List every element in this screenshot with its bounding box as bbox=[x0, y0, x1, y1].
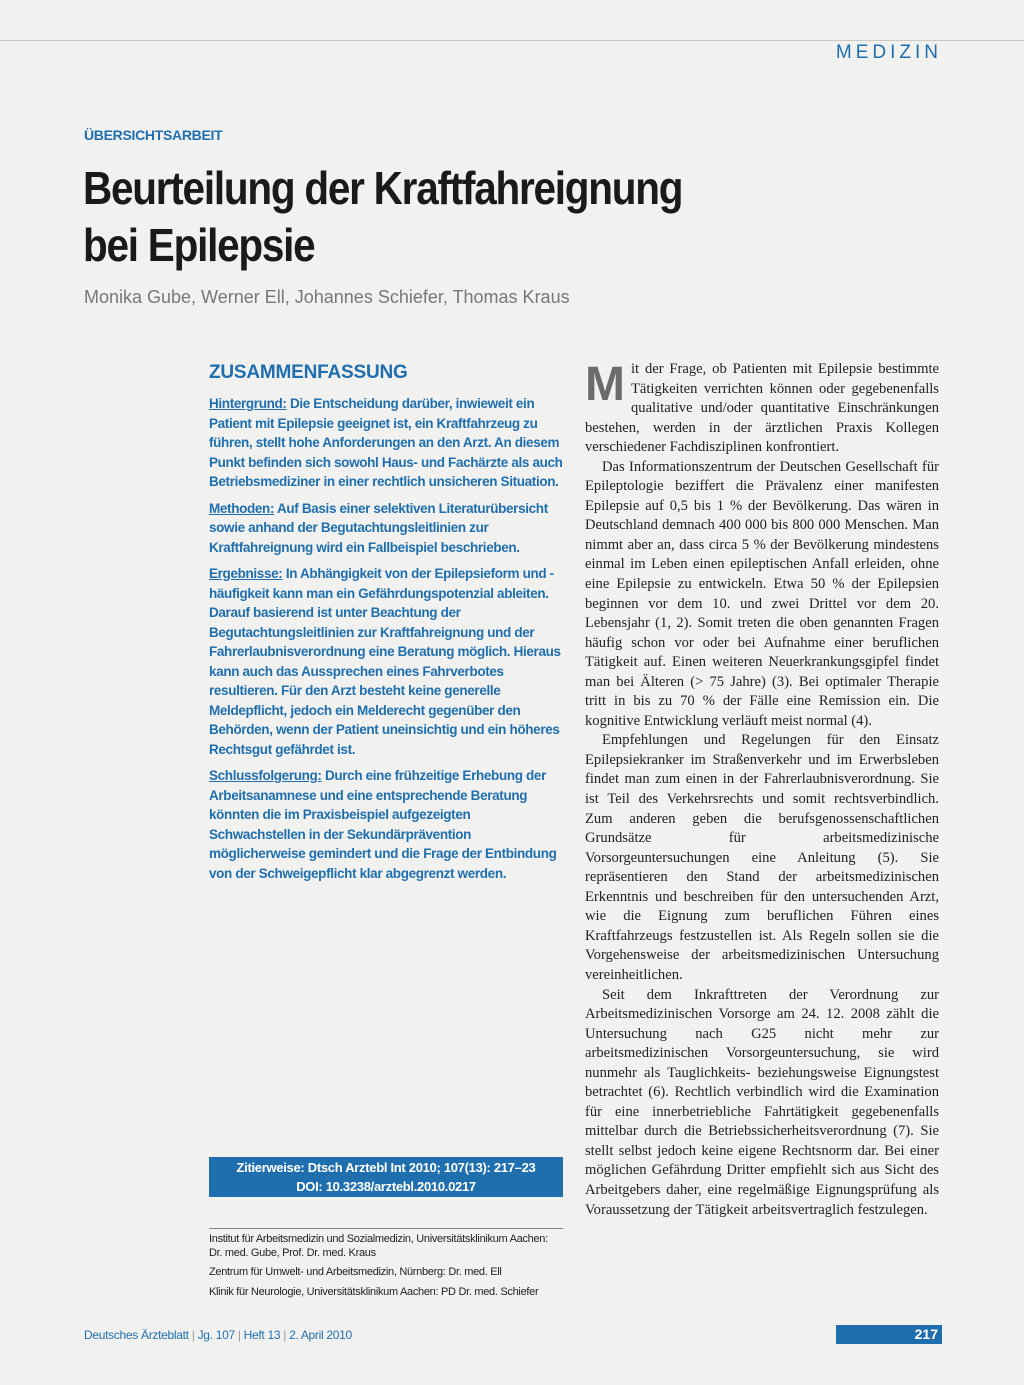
body-paragraph: Empfehlungen und Regelungen für den Einsatz Epilepsiekranker im Straßenverkehr und im Erwerbsleben findet man zum einen in der Fahrerlaubnisverordnung. Sie ist Teil des Verkehrsrechts und somit rechtsverbindlich. Zum anderen geben die berufsgenossenschaftlichen Grundsätze für arbeitsmedizinische Vorsorgeuntersuchungen eine Anleitung (5). Sie repräsentieren den Stand der arbeitsmedizinischen Erkenntnis und beschreiben für den untersuchenden Arzt, wie die Eignung zum beruflichen Führen eines Kraftfahrzeugs festzustellen ist. Als Regeln sollen sie die Vorgehensweise der arbeitsmedizinischen Untersuchung vereinheitlichen. bbox=[585, 732, 939, 983]
drop-cap: M bbox=[585, 358, 625, 411]
journal-date: 2. April 2010 bbox=[289, 1328, 352, 1342]
citation-reference: Zitierweise: Dtsch Arztebl Int 2010; 107(13): 217–23 bbox=[236, 1160, 536, 1175]
journal-name: Deutsches Ärzteblatt bbox=[84, 1328, 189, 1342]
abstract-text: Durch eine frühzeitige Erhebung der Arbeitsanamnese und eine entsprechende Beratung könnten die im Praxisbeispiel aufgezeigten Schwachstellen in der Sekundärprävention möglicherweise gemindert und die Frage der Entbindung von der Schweigepflicht klar abgegrenzt werden. bbox=[209, 768, 557, 881]
page-number: 217 bbox=[914, 1326, 938, 1342]
abstract-label: Hintergrund: bbox=[209, 396, 287, 411]
abstract-text: In Abhängigkeit von der Epilepsieform und -häufigkeit kann man ein Gefährdungspotenzial ableiten. Darauf basierend ist unter Beachtung der Begutachtungsleitlinien zur Kraftfahreignung und der Fahrerlaubnisverordnung eine Beratung möglich. Hieraus kann auch das Aussprechen eines Fahrverbotes resultieren. Für den Arzt besteht keine generelle Meldepflicht, jedoch ein Melderecht gegenüber den Behörden, wenn der Patient uneinsichtig und ein höheres Rechtsgut gefährdet ist. bbox=[209, 566, 561, 757]
journal-footer: Deutsches Ärzteblatt | Jg. 107 | Heft 13 | 2. April 2010 bbox=[84, 1328, 352, 1342]
citation-box bbox=[209, 1157, 563, 1197]
title-line-1: Beurteilung der Kraftfahreignung bbox=[83, 162, 683, 214]
affiliations bbox=[209, 1228, 563, 1305]
abstract-results bbox=[209, 564, 565, 759]
abstract-text: Auf Basis einer selektiven Literaturübersicht sowie anhand der Begutachtungsleitlinien zur Kraftfahreignung wird ein Fallbeispiel beschrieben. bbox=[209, 500, 548, 555]
body-paragraph: Mit der Frage, ob Patienten mit Epilepsie bestimmte Tätigkeiten verrichten können oder gegebenenfalls qualitative und/oder quantitative Einschränkungen bestehen, werden in der ärztlichen Praxis Kollegen verschiedener Fachdisziplinen konfrontiert. bbox=[585, 358, 939, 456]
title-line-2: bei Epilepsie bbox=[83, 219, 315, 271]
abstract-conclusion bbox=[209, 766, 565, 883]
section-label: MEDIZIN bbox=[835, 42, 942, 63]
affiliation-item: Zentrum für Umwelt- und Arbeitsmedizin, Nürnberg: Dr. med. Ell bbox=[209, 1266, 502, 1278]
abstract-methods bbox=[209, 499, 565, 558]
body-paragraph: Das Informationszentrum der Deutschen Gesellschaft für Epileptologie beziffert die Prävalenz einer manifesten Epilepsie auf 0,5 bis 1 % der Bevölkerung. Das wären in Deutschland demnach 400 000 bis 800 000 Menschen. Man nimmt aber an, dass circa 5 % der Bevölkerung mindestens einmal im Leben einen epileptischen Anfall erleiden, ohne eine Epilepsie zu entwickeln. Etwa 50 % der Epilepsien beginnen vor dem 10. und zwei Drittel vor dem 20. Lebensjahr (1, 2). Somit treten die oben genannten Fragen häufig schon vor oder bei Aufnahme einer beruflichen Tätigkeit auf. Einen weiteren Neuerkrankungsgipfel findet man bei Älteren (> 75 Jahre) (3). Bei optimaler Therapie tritt in bis zu 70 % der Fälle eine Remission ein. Die kognitive Entwicklung verläuft meist normal (4). bbox=[585, 458, 939, 729]
abstract-text: Die Entscheidung darüber, inwieweit ein Patient mit Epilepsie geeignet ist, ein Kraftfahrzeug zu führen, stellt hohe Anforderungen an den Arzt. An diesem Punkt befinden sich sowohl Haus- und Fachärzte als auch Betriebsmediziner in einer rechtlich unsicheren Situation. bbox=[209, 396, 563, 489]
body-paragraph: Seit dem Inkrafttreten der Verordnung zur Arbeitsmedizinischen Vorsorge am 24. 12. 2008 zählt die Untersuchung nach G25 nicht mehr zur arbeitsmedizinischen Vorsorgeuntersuchung, sie wird nunmehr als Tauglichkeits- beziehungsweise Eignungstest betrachtet (6). Rechtlich verbindlich wird die Examination für eine innerbetriebliche Fahrtätigkeit gegebenenfalls mittelbar durch die Betriebssicherheitsverordnung (7). Sie stellt selbst jedoch keine eigene Rechtsnorm dar. Bei einer möglichen Gefährdung Dritter empfiehlt sich aus Sicht des Arbeitgebers daher, eine regelmäßige Eignungsprüfung als Voraussetzung der Tätigkeit arbeitsvertraglich festzulegen. bbox=[585, 986, 939, 1218]
abstract-label: Ergebnisse: bbox=[209, 566, 283, 581]
journal-volume: Jg. 107 bbox=[197, 1328, 235, 1342]
abstract-background bbox=[209, 394, 565, 492]
abstract-box bbox=[209, 362, 565, 890]
affiliation-item: Institut für Arbeitsmedizin und Sozialmedizin, Universitätsklinikum Aachen: Dr. med. Gube, Prof. Dr. med. Kraus bbox=[209, 1233, 548, 1259]
article-title bbox=[83, 160, 787, 274]
abstract-label: Schlussfolgerung: bbox=[209, 768, 322, 783]
article-kicker: ÜBERSICHTSARBEIT bbox=[84, 127, 223, 143]
abstract-heading: ZUSAMMENFASSUNG bbox=[209, 362, 408, 383]
author-list: Monika Gube, Werner Ell, Johannes Schiefer, Thomas Kraus bbox=[84, 287, 570, 307]
abstract-label: Methoden: bbox=[209, 500, 275, 516]
citation-doi: DOI: 10.3238/arztebl.2010.0217 bbox=[296, 1179, 476, 1194]
journal-issue: Heft 13 bbox=[243, 1328, 281, 1342]
body-text-column bbox=[585, 360, 939, 1220]
affiliation-item: Klinik für Neurologie, Universitätsklinikum Aachen: PD Dr. med. Schiefer bbox=[209, 1285, 539, 1298]
